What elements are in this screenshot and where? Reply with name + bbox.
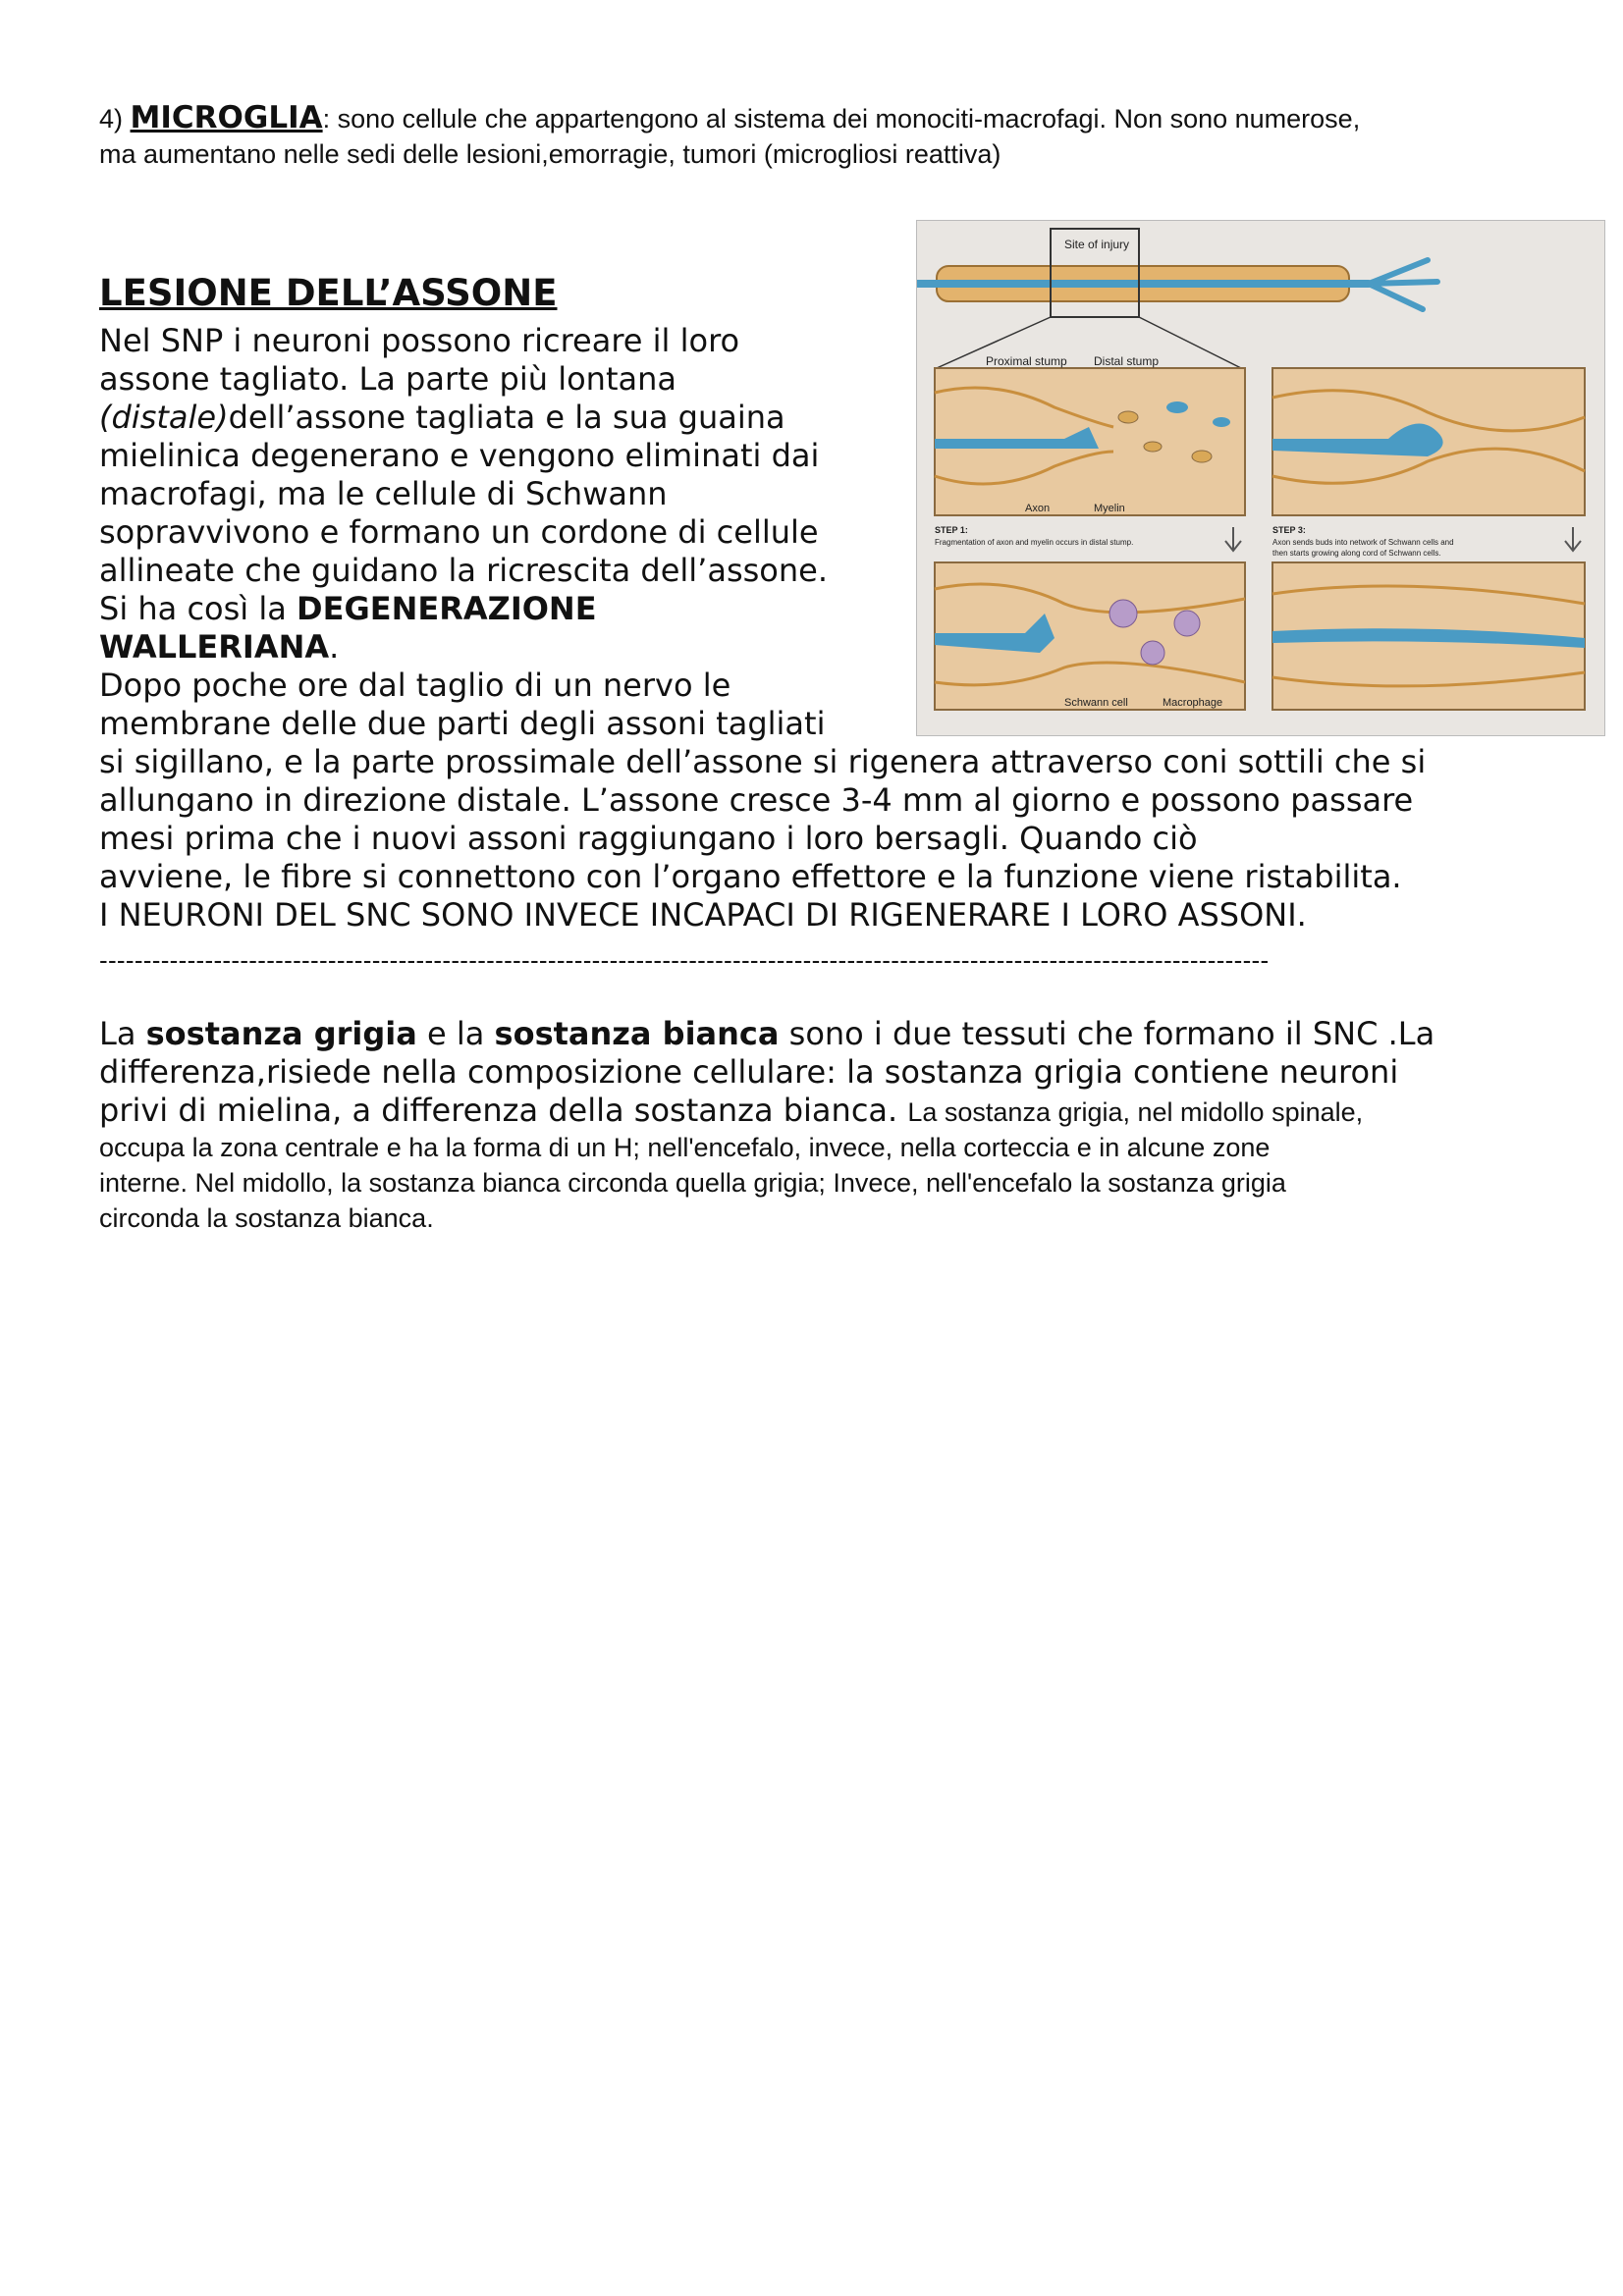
text-line: Dopo poche ore dal taglio di un nervo le — [99, 667, 731, 704]
step3-text-1: Axon sends buds into network of Schwann cells and — [1272, 538, 1454, 547]
sostanza-line-5: interne. Nel midollo, la sostanza bianca circonda quella grigia; Invece, nell'encefalo la sostanza grigia — [99, 1168, 1286, 1198]
figure-illustration — [917, 221, 1604, 735]
sostanza-line-1 — [99, 1015, 1434, 1052]
text-span: La — [99, 1015, 146, 1052]
bold-term: WALLERIANA — [99, 628, 330, 666]
text-line: mielinica degenerano e vengono eliminati dai — [99, 437, 820, 474]
schwann-cell-label: Schwann cell — [1064, 697, 1128, 709]
text-line: Nel SNP i neuroni possono ricreare il loro — [99, 322, 740, 359]
italic-term: (distale) — [99, 399, 229, 436]
list-number: 4) — [99, 104, 131, 133]
step3-text-2: then starts growing along cord of Schwann cells. — [1272, 549, 1441, 558]
text-span: La sostanza grigia, nel midollo spinale, — [907, 1097, 1364, 1127]
panel-regenerated — [1272, 562, 1585, 710]
macrophage-label: Macrophage — [1163, 697, 1223, 709]
text-line — [99, 399, 785, 436]
microglia-paragraph — [99, 100, 1552, 172]
nerve-overview — [917, 229, 1437, 368]
microglia-term: MICROGLIA — [130, 100, 323, 135]
text-line: membrane delle due parti degli assoni tagliati — [99, 705, 826, 742]
sostanza-line-2: differenza,risiede nella composizione cellulare: la sostanza grigia contiene neuroni — [99, 1053, 1399, 1091]
axon-label: Axon — [1025, 503, 1051, 514]
step1-title: STEP 1: — [935, 525, 968, 535]
sostanza-line-6: circonda la sostanza bianca. — [99, 1203, 434, 1233]
section-title: LESIONE DELL’ASSONE — [99, 272, 558, 314]
microglia-line-1 — [99, 100, 1552, 136]
down-arrow-icon — [1225, 527, 1241, 551]
bold-term: sostanza bianca — [494, 1015, 780, 1052]
text-line: si sigillano, e la parte prossimale dell’assone si rigenera attraverso coni sottili che si — [99, 743, 1427, 780]
text-line: sopravvivono e formano un cordone di cellule — [99, 513, 819, 551]
text-span: . — [329, 628, 340, 666]
microglia-text: : sono cellule che appartengono al sistema dei monociti-macrofagi. Non sono numerose, — [322, 104, 1361, 133]
text-line: mesi prima che i nuovi assoni raggiungano i loro bersagli. Quando ciò — [99, 820, 1198, 857]
text-line — [99, 590, 597, 627]
text-span: dell’assone tagliata e la sua guaina — [228, 399, 785, 436]
text-span: privi di mielina, a differenza della sostanza bianca. — [99, 1092, 908, 1129]
site-of-injury-label: Site of injury — [1064, 238, 1130, 251]
text-line: allineate che guidano la ricrescita dell’assone. — [99, 552, 828, 589]
text-span: sono i due tessuti che formano il SNC .La — [779, 1015, 1435, 1052]
bold-term: sostanza grigia — [145, 1015, 417, 1052]
sostanza-line-4: occupa la zona centrale e ha la forma di un H; nell'encefalo, invece, nella corteccia e in alcune zone — [99, 1133, 1271, 1162]
wallerian-degeneration-figure — [916, 220, 1605, 736]
text-span: e la — [416, 1015, 495, 1052]
dashed-separator: ------------------------------------------------------------------------------------------------------------------------------------- — [99, 945, 1270, 975]
down-arrow-icon — [1565, 527, 1581, 551]
text-line: allungano in direzione distale. L’assone cresce 3-4 mm al giorno e possono passare — [99, 781, 1414, 819]
distal-stump-label: Distal stump — [1094, 354, 1160, 368]
step3-title: STEP 3: — [1272, 525, 1306, 535]
text-line: avviene, le fibre si connettono con l’organo effettore e la funzione viene ristabilita. — [99, 858, 1402, 895]
text-line — [99, 628, 339, 666]
text-line: macrofagi, ma le cellule di Schwann — [99, 475, 668, 512]
text-line: assone tagliato. La parte più lontana — [99, 360, 676, 398]
panel-macrophage — [935, 562, 1245, 710]
bold-term: DEGENERAZIONE — [297, 590, 597, 627]
sostanza-line-3 — [99, 1092, 1363, 1131]
proximal-stump-label: Proximal stump — [986, 354, 1067, 368]
text-line: I NEURONI DEL SNC SONO INVECE INCAPACI DI RIGENERARE I LORO ASSONI. — [99, 896, 1307, 934]
microglia-line-2: ma aumentano nelle sedi delle lesioni,emorragie, tumori (microgliosi reattiva) — [99, 139, 1001, 169]
text-span: Si ha così la — [99, 590, 298, 627]
panel-step3-upper — [1272, 368, 1585, 515]
myelin-label: Myelin — [1094, 503, 1125, 514]
step1-text: Fragmentation of axon and myelin occurs in distal stump. — [935, 538, 1134, 547]
panel-proximal-distal — [935, 354, 1245, 515]
